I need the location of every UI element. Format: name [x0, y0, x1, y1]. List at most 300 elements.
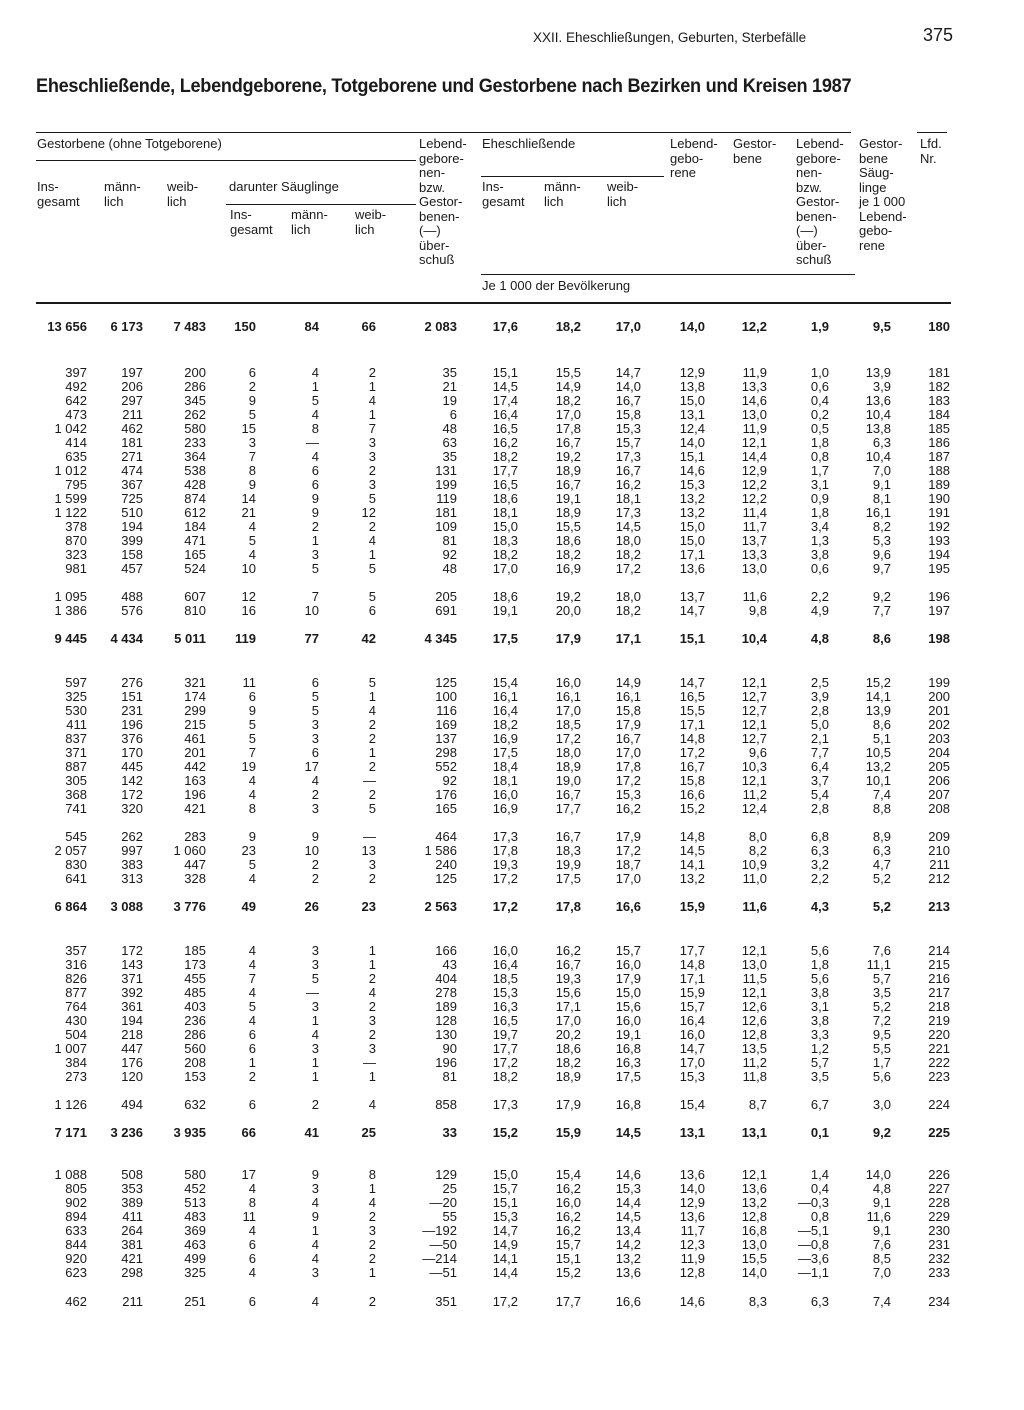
cell-maennlich: 411 — [122, 1209, 143, 1224]
header-eheschliessende: Eheschließende — [482, 136, 576, 151]
cell-saeugl-weiblich: 42 — [361, 631, 376, 646]
cell-saeugl-insgesamt: 6 — [248, 1251, 256, 1266]
table-row — [0, 1224, 1024, 1238]
cell-insgesamt: 764 — [65, 999, 87, 1014]
cell-insgesamt: 305 — [65, 773, 87, 788]
cell-saeugl-insgesamt: 4 — [248, 1223, 256, 1238]
cell-ueberschuss-rate: 2,2 — [810, 589, 829, 604]
cell-ehe-insgesamt: 18,2 — [492, 717, 518, 732]
cell-saeugl-je-1000: 8,2 — [872, 519, 891, 534]
cell-weiblich: 173 — [184, 957, 206, 972]
cell-gestorbene: 9,6 — [748, 745, 767, 760]
cell-saeugl-insgesamt: 11 — [242, 675, 256, 690]
cell-lfd-nr: 232 — [928, 1251, 950, 1266]
cell-gestorbene: 12,1 — [741, 675, 767, 690]
cell-saeugl-je-1000: 7,0 — [872, 1265, 891, 1280]
cell-saeugl-je-1000: 7,6 — [872, 1237, 891, 1252]
cell-maennlich: 320 — [121, 801, 143, 816]
header-lfd-nr: Lfd. Nr. — [920, 136, 942, 166]
cell-saeugl-maennlich: 3 — [311, 1181, 319, 1196]
cell-ehe-maennlich: 17,9 — [555, 631, 581, 646]
cell-lebendgeborene: 14,6 — [679, 463, 705, 478]
cell-ehe-weiblich: 18,2 — [615, 603, 641, 618]
cell-maennlich: 381 — [121, 1237, 143, 1252]
table-row — [0, 1070, 1024, 1084]
cell-gestorbene: 11,6 — [742, 899, 767, 914]
cell-saeugl-insgesamt: 4 — [248, 943, 256, 958]
table-row — [0, 1014, 1024, 1028]
cell-saeugl-maennlich: 4 — [311, 1294, 319, 1309]
cell-ehe-insgesamt: 17,2 — [492, 899, 518, 914]
cell-ueberschuss-rate: 2,2 — [810, 871, 829, 886]
cell-insgesamt: 545 — [65, 829, 87, 844]
cell-ehe-insgesamt: 17,5 — [492, 745, 518, 760]
cell-lfd-nr: 213 — [928, 899, 950, 914]
cell-saeugl-weiblich: 3 — [368, 435, 376, 450]
cell-ehe-weiblich: 15,8 — [615, 407, 641, 422]
cell-ueberschuss: 351 — [435, 1294, 457, 1309]
cell-ehe-maennlich: 15,1 — [555, 1251, 581, 1266]
cell-ehe-insgesamt: 18,4 — [492, 759, 518, 774]
cell-saeugl-je-1000: 8,6 — [872, 631, 891, 646]
cell-saeugl-maennlich: 4 — [311, 1027, 319, 1042]
cell-ueberschuss-rate: 4,3 — [810, 899, 829, 914]
cell-saeugl-je-1000: 5,2 — [872, 871, 891, 886]
cell-saeugl-insgesamt: 9 — [248, 829, 256, 844]
cell-saeugl-insgesamt: 5 — [248, 999, 256, 1014]
cell-lebendgeborene: 15,0 — [679, 393, 705, 408]
cell-ueberschuss: 125 — [435, 871, 457, 886]
cell-ehe-weiblich: 13,2 — [615, 1251, 641, 1266]
cell-insgesamt: 316 — [65, 957, 87, 972]
chapter-heading: XXII. Eheschließungen, Geburten, Sterbefälle — [533, 30, 807, 45]
cell-saeugl-weiblich: 4 — [368, 1097, 376, 1112]
cell-ehe-maennlich: 17,7 — [555, 801, 581, 816]
table-row — [0, 590, 1024, 604]
cell-saeugl-maennlich: 1 — [311, 1223, 319, 1238]
cell-saeugl-insgesamt: 8 — [248, 1195, 256, 1210]
cell-gestorbene: 12,1 — [741, 985, 767, 1000]
cell-saeugl-je-1000: 5,1 — [872, 731, 891, 746]
cell-saeugl-je-1000: 9,2 — [872, 1125, 891, 1140]
cell-ehe-weiblich: 17,2 — [615, 773, 641, 788]
cell-gestorbene: 13,3 — [741, 379, 767, 394]
cell-gestorbene: 12,8 — [741, 1209, 767, 1224]
cell-lfd-nr: 195 — [928, 561, 950, 576]
cell-ehe-insgesamt: 18,6 — [492, 491, 518, 506]
cell-lfd-nr: 186 — [928, 435, 950, 450]
cell-insgesamt: 844 — [65, 1237, 87, 1252]
table-row — [0, 1098, 1024, 1112]
cell-ueberschuss: 25 — [442, 1181, 457, 1196]
cell-ueberschuss: 6 — [449, 407, 457, 422]
cell-weiblich: 196 — [184, 787, 206, 802]
cell-saeugl-weiblich: 2 — [368, 519, 376, 534]
table-row — [0, 1210, 1024, 1224]
cell-gestorbene: 12,1 — [741, 773, 767, 788]
cell-maennlich: 158 — [121, 547, 143, 562]
cell-gestorbene: 10,9 — [741, 857, 767, 872]
cell-ehe-maennlich: 16,7 — [555, 787, 581, 802]
cell-ehe-weiblich: 17,1 — [615, 631, 641, 646]
cell-ehe-insgesamt: 16,5 — [492, 477, 518, 492]
cell-saeugl-je-1000: 9,2 — [872, 589, 891, 604]
cell-ueberschuss-rate: 3,9 — [810, 689, 829, 704]
cell-lfd-nr: 187 — [928, 449, 950, 464]
cell-insgesamt: 805 — [65, 1181, 87, 1196]
cell-ehe-insgesamt: 19,1 — [492, 603, 518, 618]
cell-maennlich: 313 — [121, 871, 143, 886]
cell-ehe-insgesamt: 15,3 — [492, 985, 518, 1000]
cell-ueberschuss: 464 — [435, 829, 457, 844]
cell-saeugl-je-1000: 10,4 — [865, 449, 891, 464]
cell-weiblich: 299 — [184, 703, 206, 718]
table-row — [0, 534, 1024, 548]
cell-saeugl-je-1000: 9,1 — [872, 477, 891, 492]
cell-saeugl-weiblich: 1 — [368, 689, 376, 704]
cell-lebendgeborene: 14,6 — [679, 1294, 705, 1309]
cell-lfd-nr: 217 — [928, 985, 950, 1000]
cell-ehe-insgesamt: 15,7 — [492, 1181, 518, 1196]
cell-saeugl-weiblich: 1 — [368, 379, 376, 394]
table-row — [0, 1126, 1024, 1140]
cell-insgesamt: 273 — [65, 1069, 87, 1084]
cell-weiblich: 632 — [184, 1097, 206, 1112]
cell-ehe-maennlich: 15,7 — [555, 1237, 581, 1252]
cell-ueberschuss: 81 — [442, 1069, 457, 1084]
cell-weiblich: 403 — [184, 999, 206, 1014]
cell-saeugl-maennlich: 5 — [311, 689, 319, 704]
cell-ueberschuss: 858 — [435, 1097, 457, 1112]
cell-ueberschuss: 33 — [442, 1125, 457, 1140]
cell-saeugl-weiblich: 6 — [368, 603, 376, 618]
table-row — [0, 1042, 1024, 1056]
cell-lfd-nr: 233 — [928, 1265, 950, 1280]
cell-saeugl-weiblich: 2 — [368, 999, 376, 1014]
cell-ueberschuss-rate: 6,8 — [810, 829, 829, 844]
cell-ehe-maennlich: 17,0 — [555, 407, 581, 422]
cell-lfd-nr: 223 — [928, 1069, 950, 1084]
page-title: Eheschließende, Lebendgeborene, Totgeborene und Gestorbene nach Bezirken und Kreisen 1987 — [36, 75, 852, 97]
cell-saeugl-insgesamt: 150 — [234, 319, 256, 334]
cell-lebendgeborene: 15,1 — [679, 449, 705, 464]
cell-insgesamt: 633 — [65, 1223, 87, 1238]
cell-saeugl-weiblich: 1 — [368, 745, 376, 760]
cell-weiblich: 580 — [184, 1167, 206, 1182]
cell-ueberschuss: 181 — [435, 505, 457, 520]
cell-insgesamt: 323 — [65, 547, 87, 562]
cell-saeugl-je-1000: 15,2 — [865, 675, 891, 690]
cell-ehe-insgesamt: 17,4 — [492, 393, 518, 408]
cell-ehe-insgesamt: 16,0 — [492, 943, 518, 958]
cell-ehe-weiblich: 19,1 — [615, 1027, 641, 1042]
cell-insgesamt: 795 — [65, 477, 87, 492]
cell-insgesamt: 894 — [65, 1209, 87, 1224]
cell-ueberschuss: 48 — [442, 421, 457, 436]
cell-weiblich: 286 — [184, 379, 206, 394]
cell-saeugl-insgesamt: 4 — [248, 871, 256, 886]
cell-lebendgeborene: 13,2 — [679, 871, 705, 886]
cell-maennlich: 298 — [121, 1265, 143, 1280]
cell-saeugl-weiblich: 13 — [361, 843, 376, 858]
cell-saeugl-insgesamt: 4 — [248, 773, 256, 788]
cell-saeugl-weiblich: 7 — [368, 421, 376, 436]
cell-maennlich: 142 — [121, 773, 143, 788]
cell-lebendgeborene: 17,1 — [679, 971, 705, 986]
cell-gestorbene: 12,7 — [741, 731, 767, 746]
cell-lebendgeborene: 14,7 — [679, 1041, 705, 1056]
cell-ueberschuss-rate: 6,3 — [810, 1294, 829, 1309]
cell-ehe-maennlich: 16,7 — [555, 435, 581, 450]
header-gestorbene-rate: Gestor- bene — [733, 136, 777, 166]
table-row — [0, 900, 1024, 914]
cell-ueberschuss-rate: —1,1 — [797, 1265, 829, 1280]
cell-saeugl-insgesamt: 4 — [248, 787, 256, 802]
cell-saeugl-maennlich: 84 — [304, 319, 319, 334]
cell-lebendgeborene: 13,7 — [679, 589, 705, 604]
cell-ehe-insgesamt: 18,1 — [492, 505, 518, 520]
cell-ueberschuss-rate: 1,2 — [810, 1041, 829, 1056]
cell-ehe-insgesamt: 16,2 — [492, 435, 518, 450]
cell-lfd-nr: 205 — [928, 759, 950, 774]
cell-maennlich: 3 088 — [110, 899, 143, 914]
cell-ueberschuss: 196 — [435, 1055, 457, 1070]
table-row — [0, 422, 1024, 436]
cell-saeugl-weiblich: 4 — [368, 533, 376, 548]
cell-ehe-insgesamt: 17,0 — [492, 561, 518, 576]
cell-lebendgeborene: 14,1 — [679, 857, 705, 872]
cell-lfd-nr: 184 — [928, 407, 950, 422]
cell-maennlich: 376 — [121, 731, 143, 746]
cell-saeugl-weiblich: 5 — [368, 561, 376, 576]
cell-lebendgeborene: 14,5 — [679, 843, 705, 858]
cell-insgesamt: 492 — [65, 379, 87, 394]
cell-ehe-maennlich: 19,9 — [555, 857, 581, 872]
cell-gestorbene: 10,4 — [741, 631, 767, 646]
cell-saeugl-maennlich: 5 — [311, 561, 319, 576]
cell-weiblich: 236 — [184, 1013, 206, 1028]
cell-ehe-maennlich: 16,2 — [555, 1223, 581, 1238]
cell-ehe-insgesamt: 14,9 — [492, 1237, 518, 1252]
table-row — [0, 520, 1024, 534]
cell-ueberschuss-rate: 6,4 — [810, 759, 829, 774]
cell-ueberschuss: 129 — [435, 1167, 457, 1182]
cell-maennlich: 196 — [121, 717, 143, 732]
cell-saeugl-maennlich: 9 — [311, 491, 319, 506]
cell-gestorbene: 14,6 — [741, 393, 767, 408]
cell-ueberschuss-rate: 2,1 — [810, 731, 829, 746]
cell-lfd-nr: 204 — [928, 745, 950, 760]
cell-ueberschuss: 125 — [435, 675, 457, 690]
cell-saeugl-je-1000: 1,7 — [872, 1055, 891, 1070]
cell-saeugl-maennlich: 3 — [311, 547, 319, 562]
table-row — [0, 972, 1024, 986]
cell-weiblich: 612 — [184, 505, 206, 520]
cell-ehe-maennlich: 16,2 — [555, 1209, 581, 1224]
cell-gestorbene: 13,7 — [741, 533, 767, 548]
cell-ehe-insgesamt: 19,7 — [492, 1027, 518, 1042]
cell-insgesamt: 1 386 — [54, 603, 87, 618]
cell-weiblich: 283 — [184, 829, 206, 844]
cell-saeugl-maennlich: 41 — [304, 1125, 319, 1140]
cell-saeugl-weiblich: 2 — [368, 1237, 376, 1252]
table-row — [0, 1000, 1024, 1014]
cell-ehe-maennlich: 16,0 — [555, 675, 581, 690]
cell-weiblich: 7 483 — [173, 319, 206, 334]
cell-insgesamt: 473 — [65, 407, 87, 422]
cell-saeugl-insgesamt: 4 — [248, 1265, 256, 1280]
cell-ueberschuss-rate: 5,7 — [810, 1055, 829, 1070]
cell-ehe-insgesamt: 16,9 — [492, 731, 518, 746]
cell-ueberschuss: 21 — [442, 379, 457, 394]
cell-gestorbene: 12,9 — [741, 463, 767, 478]
cell-weiblich: 153 — [184, 1069, 206, 1084]
cell-saeugl-weiblich: 1 — [368, 1069, 376, 1084]
cell-saeugl-insgesamt: 2 — [248, 1069, 256, 1084]
cell-ueberschuss: 92 — [442, 547, 457, 562]
cell-maennlich: 218 — [121, 1027, 143, 1042]
cell-lebendgeborene: 16,6 — [679, 787, 705, 802]
cell-ueberschuss-rate: 3,3 — [810, 1027, 829, 1042]
cell-saeugl-je-1000: 14,0 — [865, 1167, 891, 1182]
cell-lfd-nr: 182 — [928, 379, 950, 394]
cell-ehe-maennlich: 17,8 — [555, 421, 581, 436]
cell-ehe-insgesamt: 17,5 — [492, 631, 518, 646]
cell-saeugl-je-1000: 7,6 — [872, 943, 891, 958]
header-saeuglinge-insgesamt: Ins- gesamt — [230, 207, 273, 237]
cell-ueberschuss-rate: 0,2 — [810, 407, 829, 422]
cell-gestorbene: 8,0 — [748, 829, 767, 844]
cell-maennlich: 361 — [121, 999, 143, 1014]
cell-ehe-weiblich: 15,0 — [615, 985, 641, 1000]
cell-weiblich: 208 — [184, 1055, 206, 1070]
cell-saeugl-insgesamt: 3 — [248, 435, 256, 450]
cell-gestorbene: 12,6 — [741, 999, 767, 1014]
cell-lebendgeborene: 15,5 — [679, 703, 705, 718]
cell-lebendgeborene: 14,0 — [679, 1181, 705, 1196]
cell-gestorbene: 13,1 — [741, 1125, 767, 1140]
cell-ueberschuss-rate: 0,8 — [810, 1209, 829, 1224]
cell-lfd-nr: 208 — [928, 801, 950, 816]
cell-ehe-weiblich: 17,9 — [615, 829, 641, 844]
cell-insgesamt: 830 — [65, 857, 87, 872]
cell-maennlich: 4 434 — [110, 631, 143, 646]
cell-lfd-nr: 206 — [928, 773, 950, 788]
cell-insgesamt: 397 — [65, 365, 87, 380]
cell-saeugl-insgesamt: 19 — [241, 759, 256, 774]
cell-ehe-weiblich: 18,2 — [615, 547, 641, 562]
cell-ehe-weiblich: 14,4 — [615, 1195, 641, 1210]
cell-saeugl-maennlich: 4 — [311, 773, 319, 788]
table-row — [0, 1056, 1024, 1070]
cell-saeugl-weiblich: 4 — [368, 393, 376, 408]
cell-saeugl-je-1000: 9,5 — [872, 1027, 891, 1042]
cell-weiblich: 165 — [184, 547, 206, 562]
cell-insgesamt: 1 126 — [54, 1097, 87, 1112]
header-weiblich: weib- lich — [167, 179, 199, 209]
cell-ehe-insgesamt: 17,2 — [492, 1055, 518, 1070]
cell-saeugl-maennlich: 4 — [311, 1251, 319, 1266]
cell-saeugl-maennlich: 3 — [311, 1265, 319, 1280]
cell-insgesamt: 462 — [65, 1294, 87, 1309]
cell-ehe-maennlich: 18,9 — [555, 1069, 581, 1084]
cell-lfd-nr: 209 — [928, 829, 950, 844]
cell-ehe-insgesamt: 16,4 — [492, 703, 518, 718]
cell-weiblich: 421 — [184, 801, 206, 816]
cell-lebendgeborene: 12,4 — [679, 421, 705, 436]
cell-maennlich: 383 — [121, 857, 143, 872]
cell-saeugl-maennlich: 4 — [311, 407, 319, 422]
cell-gestorbene: 16,8 — [741, 1223, 767, 1238]
table-row — [0, 548, 1024, 562]
cell-lfd-nr: 194 — [928, 547, 950, 562]
cell-saeugl-maennlich: 6 — [311, 463, 319, 478]
cell-saeugl-maennlich: 1 — [311, 533, 319, 548]
table-row — [0, 872, 1024, 886]
cell-insgesamt: 641 — [65, 871, 87, 886]
cell-ehe-insgesamt: 17,7 — [492, 1041, 518, 1056]
cell-insgesamt: 368 — [65, 787, 87, 802]
cell-lebendgeborene: 15,2 — [679, 801, 705, 816]
cell-ueberschuss: 48 — [442, 561, 457, 576]
cell-ehe-weiblich: 17,9 — [615, 717, 641, 732]
cell-saeugl-je-1000: 5,2 — [872, 999, 891, 1014]
cell-lebendgeborene: 15,3 — [679, 1069, 705, 1084]
cell-saeugl-insgesamt: 7 — [248, 745, 256, 760]
cell-insgesamt: 378 — [65, 519, 87, 534]
cell-ehe-insgesamt: 15,0 — [492, 519, 518, 534]
cell-ehe-weiblich: 17,5 — [615, 1069, 641, 1084]
table-row — [0, 478, 1024, 492]
cell-weiblich: 810 — [184, 603, 206, 618]
cell-ueberschuss-rate: 1,8 — [810, 957, 829, 972]
cell-weiblich: 5 011 — [174, 631, 206, 646]
cell-lebendgeborene: 15,9 — [679, 899, 705, 914]
cell-saeugl-maennlich: 5 — [311, 971, 319, 986]
cell-ueberschuss: 116 — [436, 703, 457, 718]
cell-saeugl-insgesamt: 5 — [248, 731, 256, 746]
table-row — [0, 408, 1024, 422]
cell-saeugl-insgesamt: 5 — [248, 533, 256, 548]
cell-ehe-maennlich: 16,7 — [555, 829, 581, 844]
cell-saeugl-maennlich: 6 — [311, 477, 319, 492]
cell-ehe-insgesamt: 18,1 — [492, 773, 518, 788]
cell-saeugl-je-1000: 5,6 — [872, 1069, 891, 1084]
cell-insgesamt: 411 — [66, 717, 87, 732]
cell-lebendgeborene: 14,7 — [679, 603, 705, 618]
cell-ehe-maennlich: 16,9 — [555, 561, 581, 576]
cell-saeugl-maennlich: 26 — [304, 899, 319, 914]
cell-ueberschuss: 35 — [442, 365, 457, 380]
cell-maennlich: 445 — [121, 759, 143, 774]
cell-ehe-maennlich: 17,9 — [555, 1097, 581, 1112]
cell-ehe-maennlich: 20,2 — [555, 1027, 581, 1042]
cell-saeugl-insgesamt: 6 — [248, 689, 256, 704]
table-row — [0, 802, 1024, 816]
cell-ehe-weiblich: 16,2 — [615, 801, 641, 816]
cell-saeugl-je-1000: 10,5 — [865, 745, 891, 760]
cell-saeugl-insgesamt: 119 — [235, 631, 256, 646]
cell-ehe-weiblich: 15,3 — [615, 787, 641, 802]
cell-gestorbene: 13,5 — [741, 1041, 767, 1056]
cell-ueberschuss-rate: 3,8 — [810, 985, 829, 1000]
cell-ueberschuss-rate: 0,6 — [810, 379, 829, 394]
cell-ehe-insgesamt: 18,2 — [492, 449, 518, 464]
cell-saeugl-maennlich: 8 — [311, 421, 319, 436]
cell-ehe-weiblich: 16,7 — [615, 463, 641, 478]
cell-saeugl-weiblich: 1 — [368, 407, 376, 422]
cell-weiblich: 428 — [184, 477, 206, 492]
